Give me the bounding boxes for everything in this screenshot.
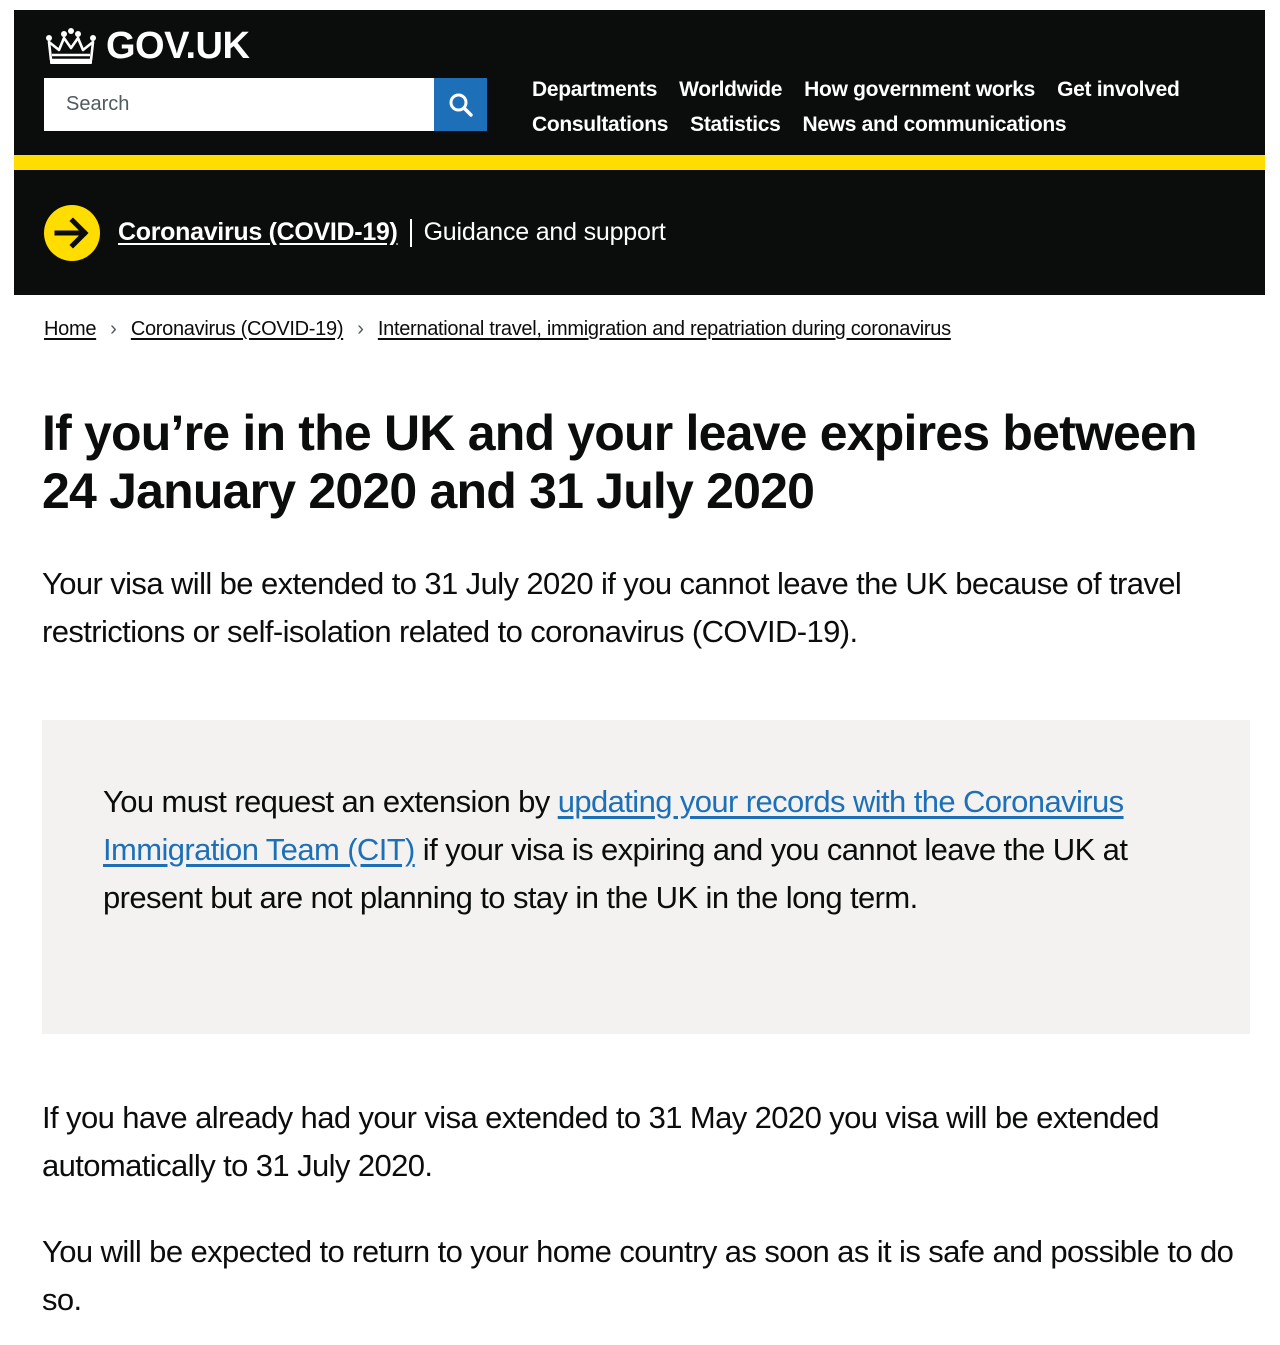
callout-text-after: if your visa is expiring and you cannot leave the UK at present but are not planning to stay in the UK in the long term. <box>103 832 1128 915</box>
nav-news-and-communications[interactable]: News and communications <box>802 112 1067 136</box>
breadcrumb <box>44 318 951 341</box>
nav-get-involved[interactable]: Get involved <box>1057 77 1180 101</box>
nav-statistics[interactable]: Statistics <box>690 112 781 136</box>
site-header <box>14 10 1265 155</box>
callout-text-before: You must request an extension by <box>103 784 558 819</box>
header-yellow-stripe <box>14 155 1265 170</box>
logo-text: GOV.UK <box>106 25 250 67</box>
breadcrumb-international-travel[interactable]: International travel, immigration and repatriation during coronavirus <box>377 318 951 340</box>
breadcrumb-coronavirus[interactable]: Coronavirus (COVID-19) <box>130 318 344 340</box>
govuk-logo-link[interactable] <box>44 24 249 68</box>
chevron-right-icon: › <box>357 318 364 340</box>
page-title: If you’re in the UK and your leave expires between 24 January 2020 and 31 July 2020 <box>42 405 1197 519</box>
nav-how-government-works[interactable]: How government works <box>804 77 1036 101</box>
lead-paragraph: Your visa will be extended to 31 July 2020 if you cannot leave the UK because of travel restrictions or self-isolation related to coronavirus (COVID-19). <box>42 566 1182 649</box>
covid-guidance-text: Guidance and support <box>423 218 666 246</box>
search-icon <box>448 92 474 118</box>
update-records-link[interactable]: updating your records with the Coronavirus Immigration Team (CIT) <box>103 784 1124 867</box>
covid-divider <box>410 219 412 247</box>
nav-row-2 <box>532 107 1252 142</box>
nav-consultations[interactable]: Consultations <box>532 112 669 136</box>
nav-row-1 <box>532 72 1252 107</box>
chevron-right-icon: › <box>110 318 117 340</box>
search-input[interactable] <box>44 78 434 131</box>
crown-icon <box>44 26 98 66</box>
covid-banner <box>14 170 1265 295</box>
nav-worldwide[interactable]: Worldwide <box>679 77 783 101</box>
paragraph-auto-extension: If you have already had your visa extended to 31 May 2020 you visa will be extended automatically to 31 July 2020. <box>42 1100 1159 1183</box>
callout-box <box>42 720 1250 1034</box>
search-button[interactable] <box>434 78 487 131</box>
paragraph-return-home: You will be expected to return to your home country as soon as it is safe and possible to do so. <box>42 1234 1234 1317</box>
nav-departments[interactable]: Departments <box>532 77 658 101</box>
breadcrumb-home[interactable]: Home <box>44 318 97 340</box>
covid-link[interactable]: Coronavirus (COVID-19) <box>118 218 398 246</box>
callout-text <box>103 778 1190 922</box>
header-nav <box>532 72 1252 142</box>
search-form <box>44 78 487 131</box>
arrow-right-circle-icon <box>44 205 100 261</box>
